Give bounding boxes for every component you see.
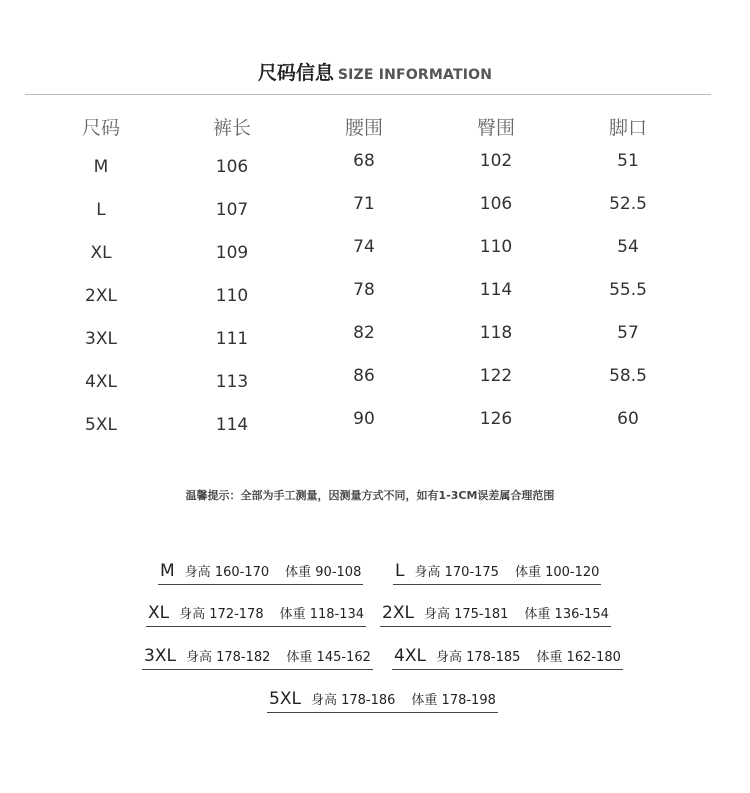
rec-height-value: 178-182 (211, 650, 271, 665)
table-cell: 55.5 (609, 280, 647, 300)
table-cell: 114 (215, 415, 249, 435)
rec-height-label: 身高 (414, 565, 441, 580)
title-cn: 尺码信息 (257, 62, 334, 84)
size-label: L (96, 200, 106, 220)
table-cell: 113 (215, 372, 249, 392)
rec-weight-label: 体重 (524, 607, 551, 622)
rec-height-value: 160-170 (210, 565, 270, 580)
size-label: 3XL (85, 329, 117, 349)
header-2: 腰围 (344, 117, 383, 139)
size-info-title (0, 58, 750, 85)
table-cell: 122 (479, 366, 513, 386)
rec-weight-value: 178-198 (437, 693, 496, 708)
rec-height-value: 170-175 (440, 565, 499, 580)
header-3: 臀围 (476, 117, 515, 139)
table-cell: 51 (617, 151, 639, 171)
rec-weight-value: 100-120 (540, 565, 600, 580)
size-label: M (93, 157, 109, 177)
rec-weight-label: 体重 (285, 565, 312, 580)
table-cell: 102 (479, 151, 513, 171)
recommendation-4xl (392, 647, 623, 670)
table-cell: 52.5 (609, 194, 647, 214)
table-cell: 109 (215, 243, 249, 263)
table-cell: 106 (479, 194, 513, 214)
rec-weight-value: 90-108 (311, 565, 362, 580)
header-1: 裤长 (212, 117, 251, 139)
rec-size: L (395, 561, 405, 581)
rec-height-value: 178-186 (336, 693, 396, 708)
size-label: 2XL (85, 286, 117, 306)
header-0: 尺码 (81, 117, 120, 139)
table-cell: 114 (479, 280, 513, 300)
size-label: 4XL (85, 372, 117, 392)
rec-height-label: 身高 (435, 650, 462, 665)
table-cell: 106 (215, 157, 249, 177)
rec-weight-label: 体重 (411, 693, 438, 708)
rec-size: M (160, 561, 175, 581)
title-divider (25, 94, 711, 95)
table-cell: 126 (479, 409, 513, 429)
table-cell: 71 (353, 194, 375, 214)
rec-height-value: 172-178 (205, 607, 264, 622)
table-cell: 110 (479, 237, 513, 257)
rec-height-label: 身高 (184, 565, 211, 580)
measurement-note: 温馨提示：全部为手工测量，因测量方式不同，如有1-3CM误差属合理范围 (185, 489, 555, 502)
rec-height-value: 178-185 (461, 650, 521, 665)
table-cell: 68 (353, 151, 375, 171)
size-label: XL (90, 243, 112, 263)
table-cell: 110 (215, 286, 249, 306)
recommendation-5xl (267, 690, 498, 713)
table-cell: 78 (353, 280, 375, 300)
rec-weight-label: 体重 (514, 565, 541, 580)
rec-size: 3XL (144, 646, 176, 666)
recommendation-m (158, 562, 363, 585)
rec-size: 5XL (269, 689, 301, 709)
rec-size: 4XL (394, 646, 426, 666)
rec-weight-value: 136-154 (550, 607, 609, 622)
rec-height-label: 身高 (179, 607, 206, 622)
table-cell: 57 (617, 323, 639, 343)
table-cell: 58.5 (609, 366, 647, 386)
rec-height-label: 身高 (423, 607, 450, 622)
table-cell: 82 (353, 323, 375, 343)
rec-height-label: 身高 (185, 650, 212, 665)
table-cell: 111 (215, 329, 249, 349)
rec-weight-label: 体重 (536, 650, 563, 665)
title-en: SIZE INFORMATION (337, 67, 493, 83)
size-label: 5XL (85, 415, 117, 435)
recommendation-l (393, 562, 601, 585)
rec-weight-value: 145-162 (312, 650, 371, 665)
header-4: 脚口 (608, 117, 647, 139)
rec-weight-label: 体重 (286, 650, 313, 665)
table-cell: 107 (215, 200, 249, 220)
recommendation-3xl (142, 647, 373, 670)
rec-weight-label: 体重 (279, 607, 306, 622)
rec-height-value: 175-181 (449, 607, 509, 622)
table-cell: 74 (353, 237, 375, 257)
table-cell: 86 (353, 366, 375, 386)
table-cell: 60 (617, 409, 639, 429)
recommendation-xl (146, 604, 366, 627)
rec-weight-value: 162-180 (562, 650, 621, 665)
table-cell: 54 (617, 237, 639, 257)
rec-size: XL (148, 603, 170, 623)
rec-size: 2XL (382, 603, 414, 623)
table-cell: 118 (479, 323, 513, 343)
rec-height-label: 身高 (310, 693, 337, 708)
table-cell: 90 (353, 409, 375, 429)
recommendation-2xl (380, 604, 611, 627)
rec-weight-value: 118-134 (305, 607, 365, 622)
